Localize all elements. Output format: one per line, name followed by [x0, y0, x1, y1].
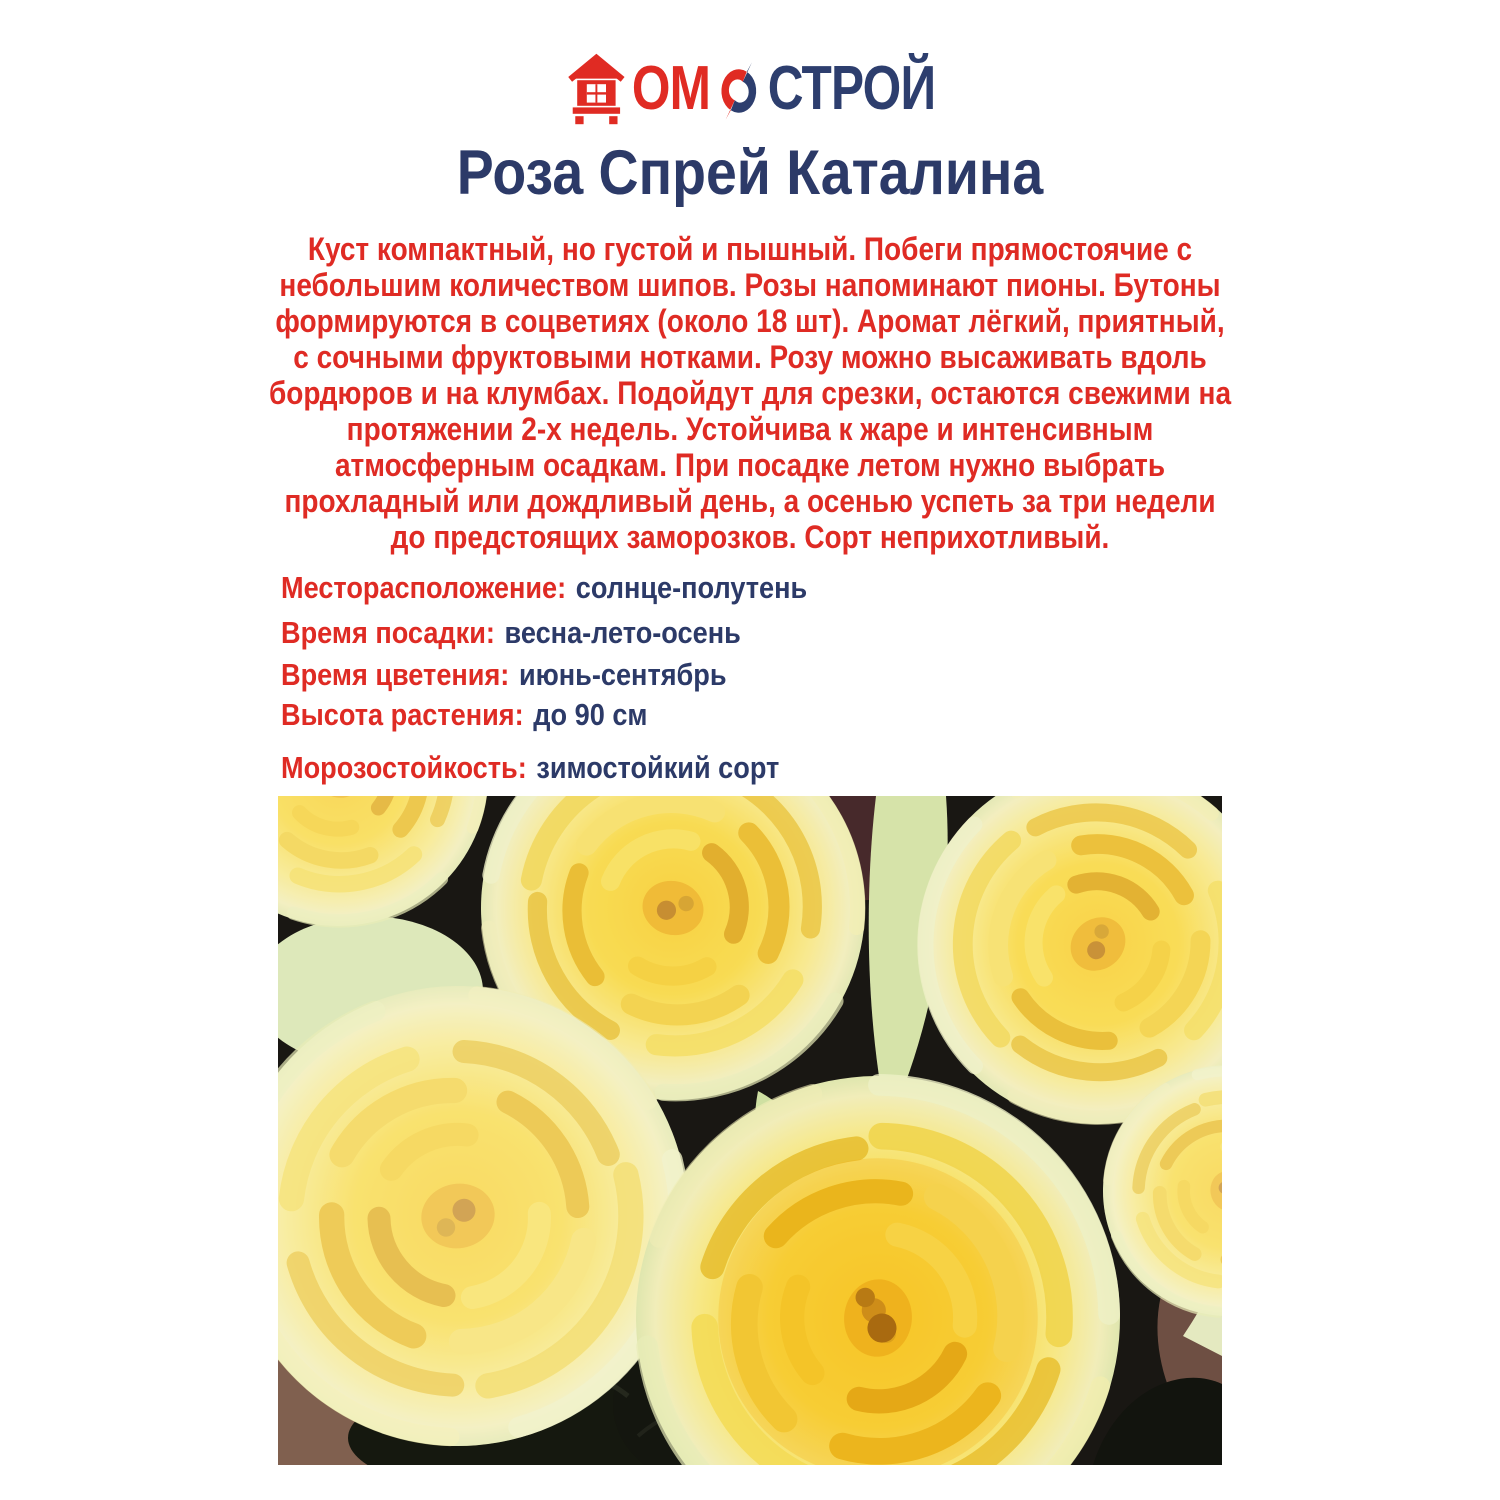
attribute-label: Высота растения:	[281, 697, 524, 732]
attribute-value: до 90 см	[533, 697, 648, 732]
circular-arrows-icon	[715, 61, 763, 121]
attribute-row-location	[281, 571, 807, 605]
yellow-roses-photo	[278, 796, 1222, 1465]
attribute-row-planting-time	[281, 616, 741, 650]
logo-text-stroy: СТРОЙ	[767, 54, 936, 123]
description-paragraph: Куст компактный, но густой и пышный. Побеги прямостоячие с небольшим количеством шипов. Розы напоминают пионы. Бутоны формируются в соцветиях (около 18 шт). Аромат лёгкий, приятный, с сочными фруктовыми нотками. Розу можно высаживать вдоль бордюров и на клумбах. Подойдут для срезки, остаются свежими на протяжении 2-х недель. Устойчива к жаре и интенсивным атмосферным осадкам. При посадке летом нужно выбрать прохладный или дождливый день, а осенью успеть за три недели до предстоящих заморозков. Сорт неприхотливый.	[268, 231, 1232, 555]
attribute-label: Время цветения:	[281, 657, 510, 692]
attribute-row-bloom-time	[281, 658, 727, 692]
house-icon	[565, 51, 629, 127]
attribute-value: июнь-сентябрь	[518, 657, 727, 692]
attribute-row-height	[281, 698, 647, 732]
attribute-row-frost-resistance	[281, 751, 779, 785]
attribute-value: солнце-полутень	[575, 570, 808, 605]
attribute-label: Время посадки:	[281, 615, 495, 650]
attribute-label: Морозостойкость:	[281, 750, 527, 785]
attributes-list	[281, 571, 1069, 801]
attribute-value: весна-лето-осень	[504, 615, 741, 650]
page-title: Роза Спрей Каталина	[456, 138, 1044, 208]
domostroy-logo	[150, 50, 1350, 128]
attribute-label: Месторасположение:	[281, 570, 567, 605]
attribute-value: зимостойкий сорт	[536, 750, 780, 785]
logo-text-om: ОМ	[631, 54, 711, 123]
